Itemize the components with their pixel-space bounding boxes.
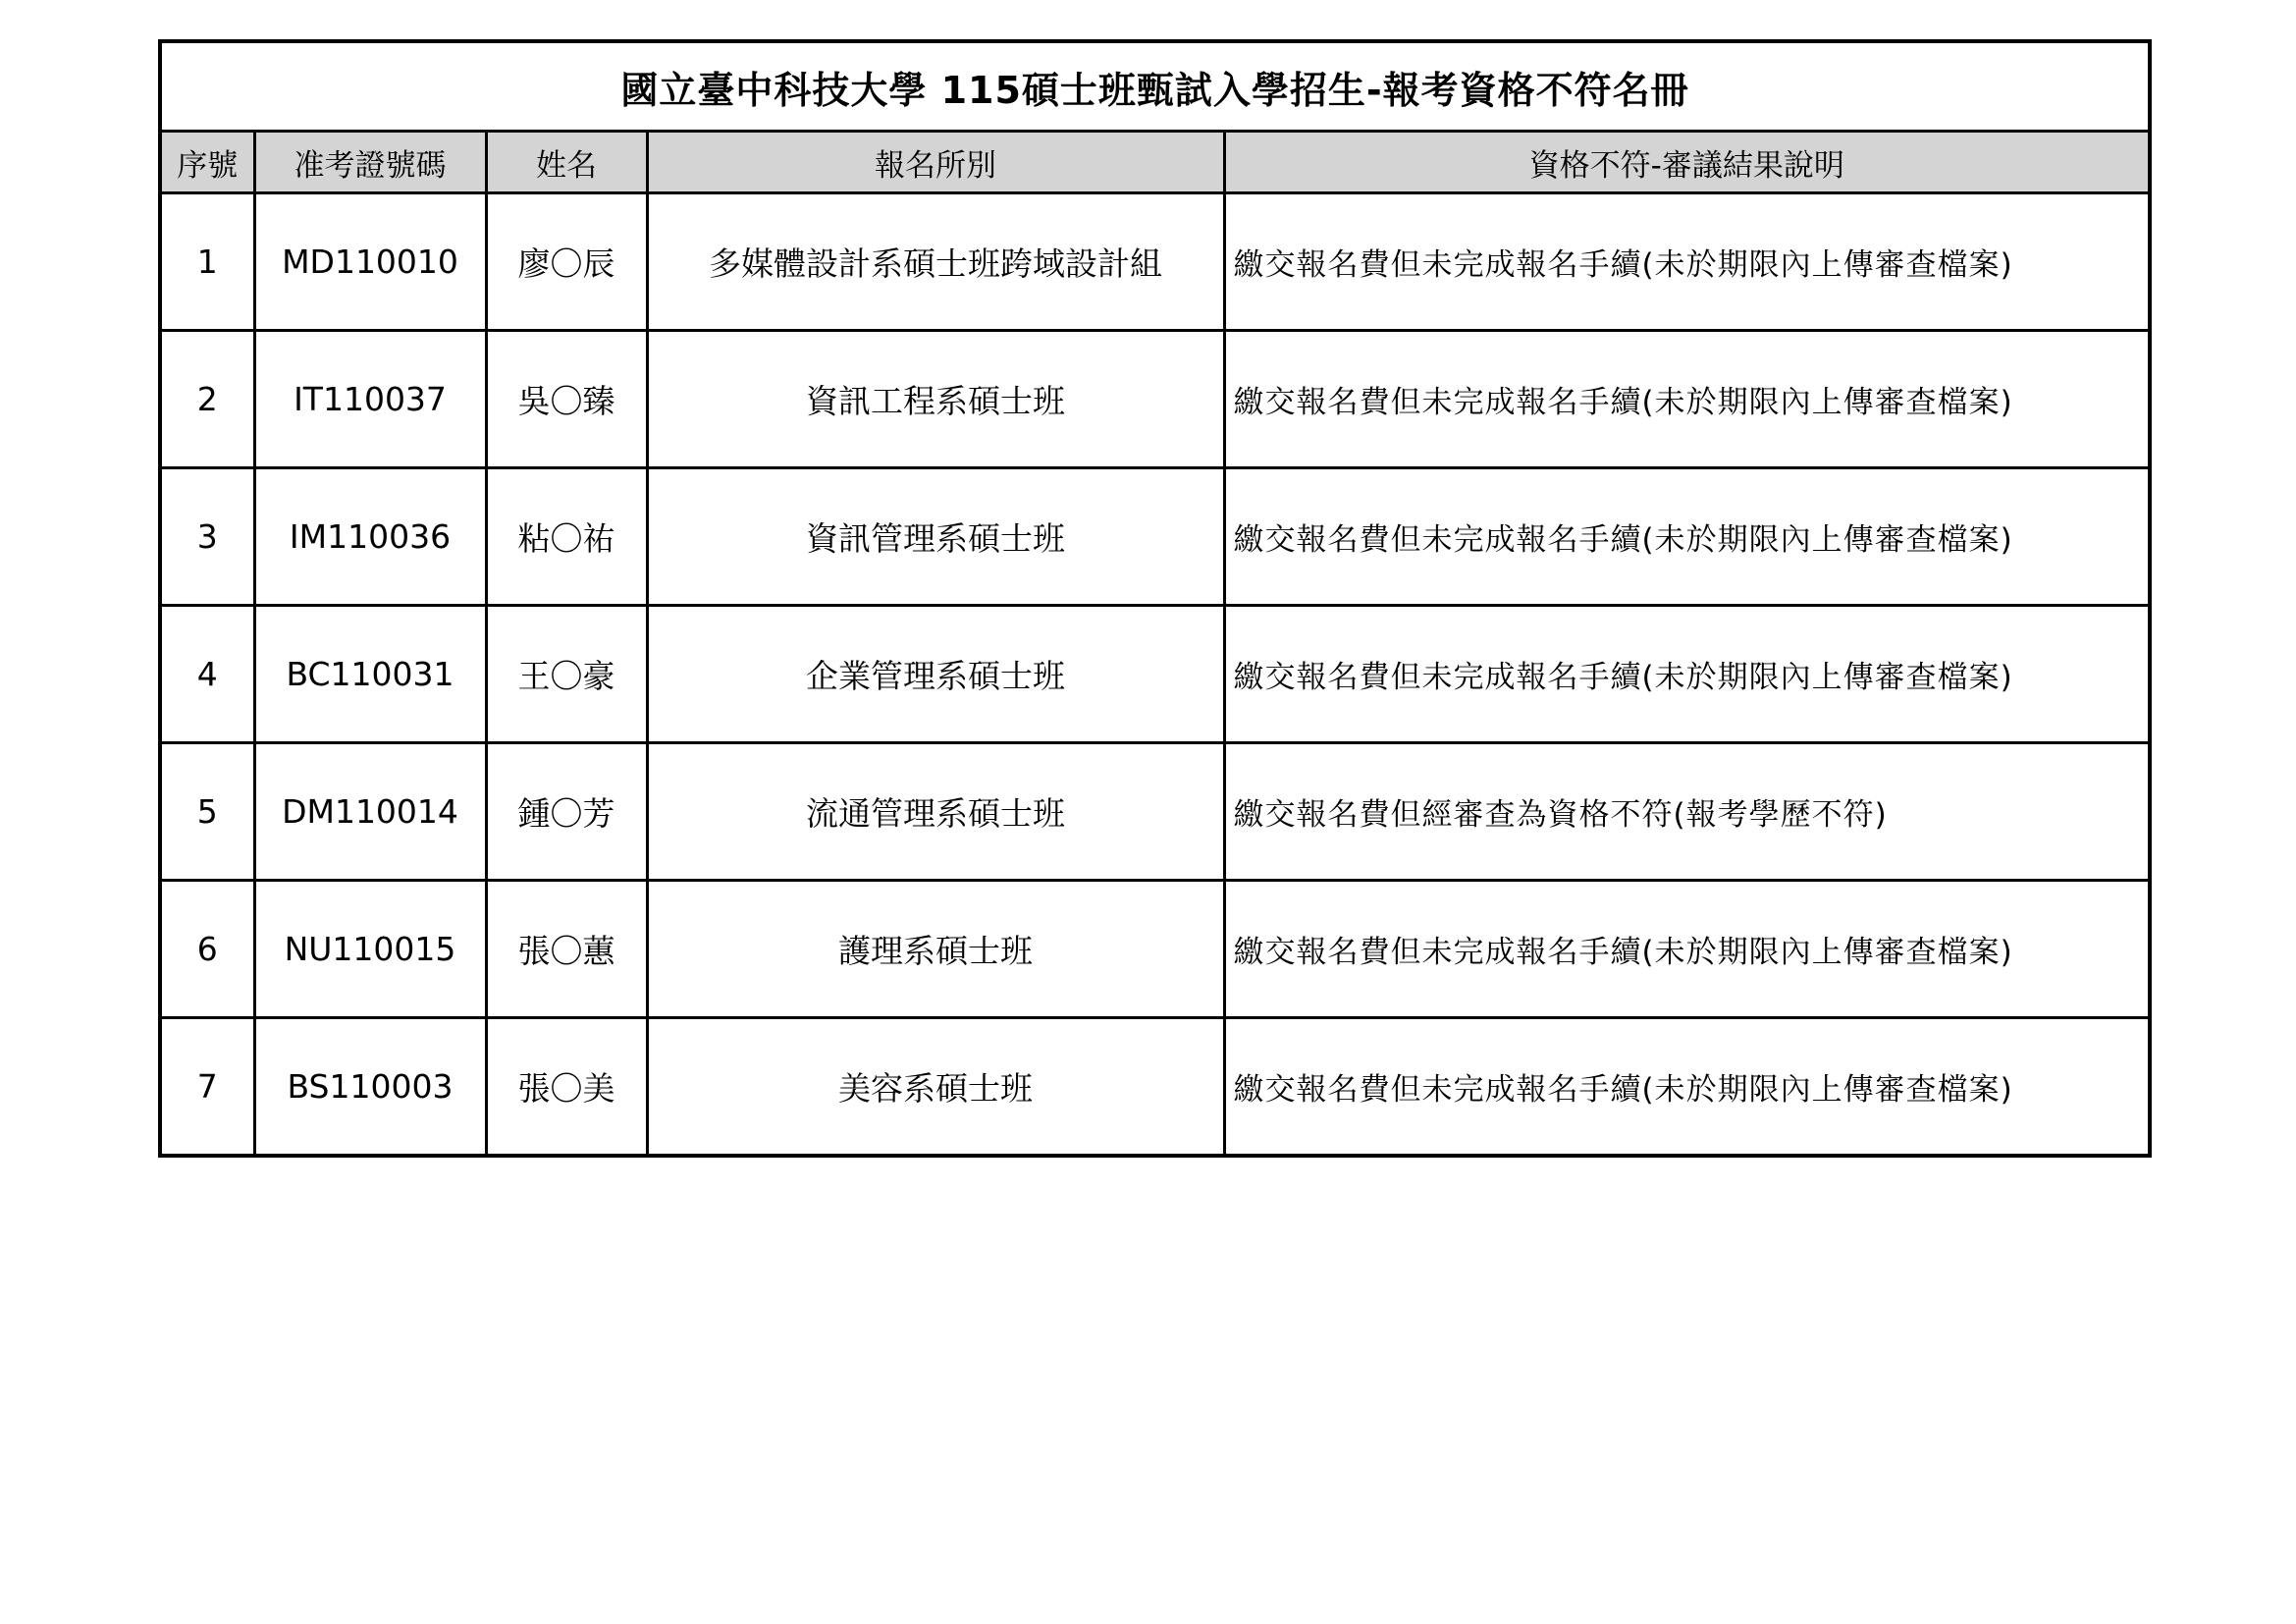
header-exam-id: 准考證號碼	[254, 132, 486, 193]
cell-program: 資訊管理系碩士班	[647, 468, 1224, 606]
cell-exam-id: DM110014	[254, 743, 486, 881]
cell-seq: 2	[160, 331, 254, 468]
table-row	[160, 743, 2150, 881]
cell-program: 企業管理系碩士班	[647, 606, 1224, 743]
cell-exam-id: NU110015	[254, 881, 486, 1018]
cell-seq: 7	[160, 1018, 254, 1157]
header-name: 姓名	[486, 132, 647, 193]
header-program: 報名所別	[647, 132, 1224, 193]
cell-result: 繳交報名費但未完成報名手續(未於期限內上傳審查檔案)	[1224, 331, 2150, 468]
cell-exam-id: IM110036	[254, 468, 486, 606]
cell-result: 繳交報名費但未完成報名手續(未於期限內上傳審查檔案)	[1224, 881, 2150, 1018]
cell-name: 吳〇臻	[486, 331, 647, 468]
header-seq: 序號	[160, 132, 254, 193]
ineligible-applicants-table	[158, 39, 2152, 1158]
cell-exam-id: BC110031	[254, 606, 486, 743]
cell-result: 繳交報名費但未完成報名手續(未於期限內上傳審查檔案)	[1224, 606, 2150, 743]
cell-exam-id: IT110037	[254, 331, 486, 468]
cell-program: 多媒體設計系碩士班跨域設計組	[647, 193, 1224, 331]
title-row	[160, 41, 2150, 132]
table-row	[160, 468, 2150, 606]
cell-name: 張〇美	[486, 1018, 647, 1157]
cell-name: 廖〇辰	[486, 193, 647, 331]
cell-name: 王〇豪	[486, 606, 647, 743]
cell-program: 護理系碩士班	[647, 881, 1224, 1018]
header-result: 資格不符-審議結果說明	[1224, 132, 2150, 193]
cell-name: 粘〇祐	[486, 468, 647, 606]
header-row	[160, 132, 2150, 193]
cell-name: 鍾〇芳	[486, 743, 647, 881]
cell-seq: 5	[160, 743, 254, 881]
cell-result: 繳交報名費但未完成報名手續(未於期限內上傳審查檔案)	[1224, 468, 2150, 606]
cell-seq: 4	[160, 606, 254, 743]
cell-name: 張〇蕙	[486, 881, 647, 1018]
cell-result: 繳交報名費但經審查為資格不符(報考學歷不符)	[1224, 743, 2150, 881]
table-row	[160, 331, 2150, 468]
cell-program: 美容系碩士班	[647, 1018, 1224, 1157]
table-row	[160, 606, 2150, 743]
cell-seq: 3	[160, 468, 254, 606]
cell-exam-id: BS110003	[254, 1018, 486, 1157]
cell-seq: 6	[160, 881, 254, 1018]
cell-program: 流通管理系碩士班	[647, 743, 1224, 881]
cell-program: 資訊工程系碩士班	[647, 331, 1224, 468]
table-row	[160, 1018, 2150, 1157]
table-row	[160, 881, 2150, 1018]
document-title: 國立臺中科技大學 115碩士班甄試入學招生-報考資格不符名冊	[160, 41, 2150, 132]
table-row	[160, 193, 2150, 331]
cell-seq: 1	[160, 193, 254, 331]
cell-result: 繳交報名費但未完成報名手續(未於期限內上傳審查檔案)	[1224, 193, 2150, 331]
cell-exam-id: MD110010	[254, 193, 486, 331]
cell-result: 繳交報名費但未完成報名手續(未於期限內上傳審查檔案)	[1224, 1018, 2150, 1157]
